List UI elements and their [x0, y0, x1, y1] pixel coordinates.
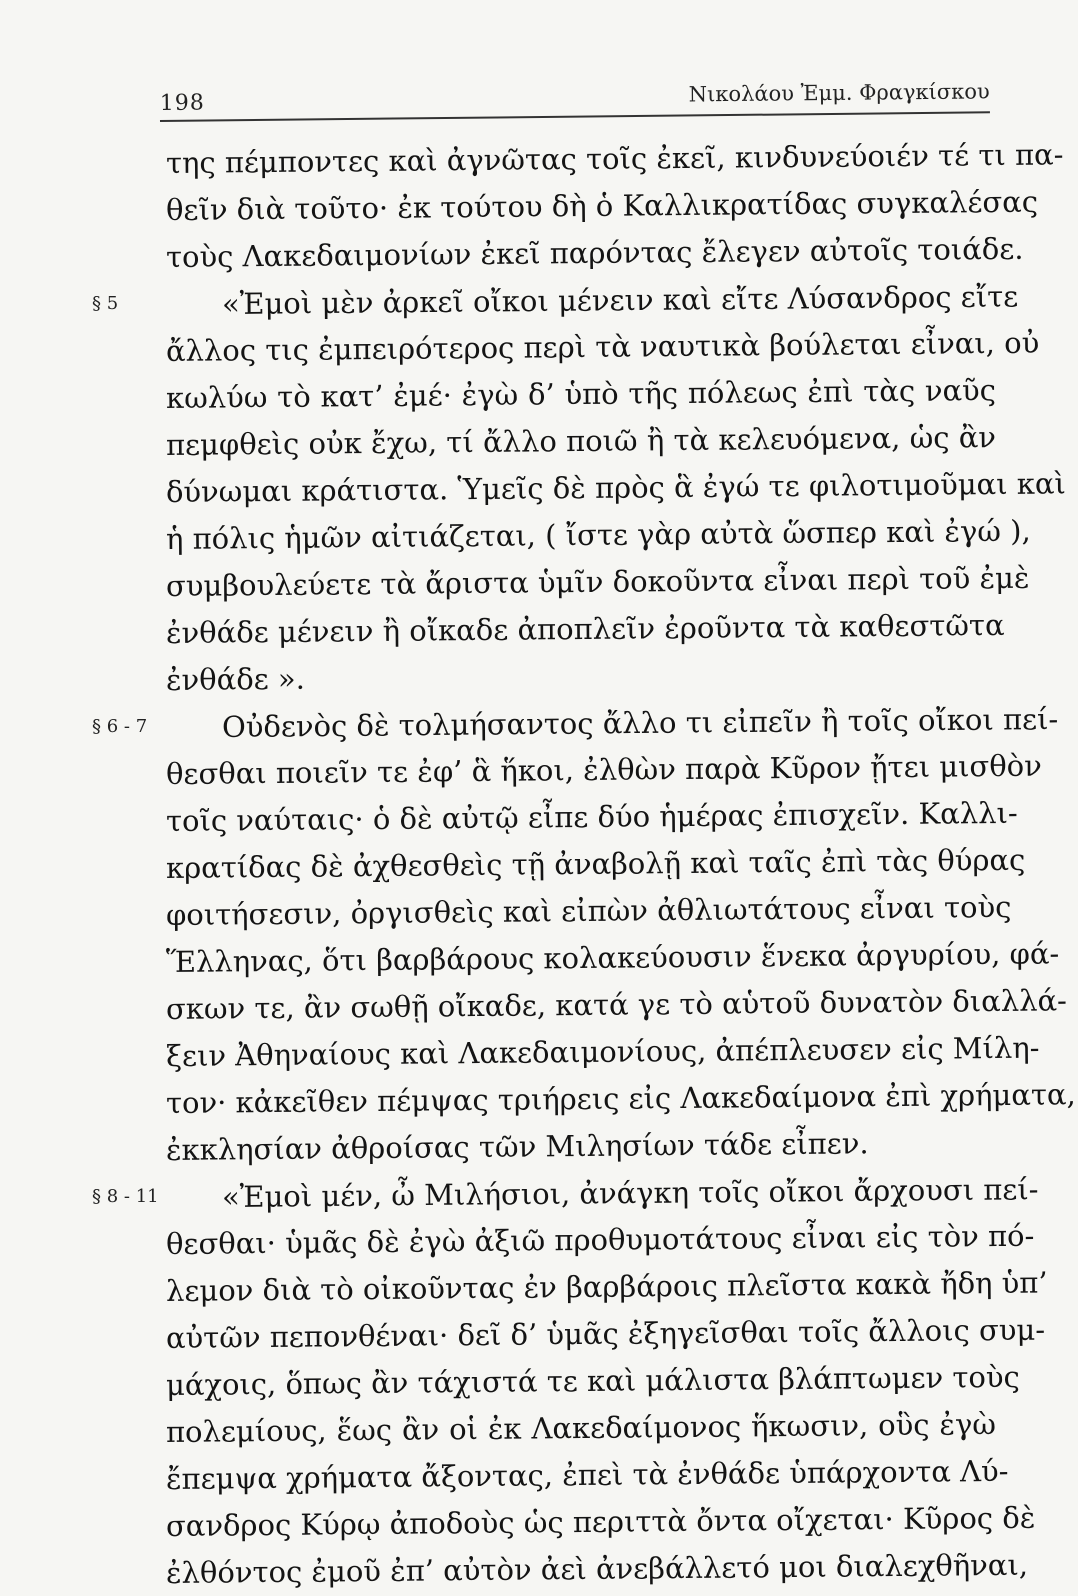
text-line: ἄλλος τις ἐμπειρότερος περὶ τὰ ναυτικὰ βούλεται εἶναι, οὐ — [165, 325, 1040, 368]
text-line: ἡ πόλις ἡμῶν αἰτιάζεται, ( ἴστε γὰρ αὐτὰ ὥσπερ καὶ ἐγώ ), — [165, 513, 1031, 556]
text-line: μάχοις, ὅπως ἂν τάχιστά τε καὶ μάλιστα βλάπτωμεν τοὺς — [165, 1359, 1020, 1402]
page-header — [159, 65, 989, 122]
text-line: «Ἐμοὶ μὲν ἀρκεῖ οἴκοι μένειν καὶ εἴτε Λύσανδρος εἴτε — [221, 279, 1019, 321]
text-line: φοιτήσεσιν, ὀργισθεὶς καὶ εἰπὼν ἀθλιωτάτους εἶναι τοὺς — [165, 889, 1012, 932]
text-line: ἔπεμψα χρήματα ἄξοντας, ἐπεὶ τὰ ἐνθάδε ὑπάρχοντα Λύ- — [165, 1453, 1009, 1496]
text-line: κωλύω τὸ κατ’ ἐμέ· ἐγὼ δ’ ὑπὸ τῆς πόλεως ἐπὶ τὰς ναῦς — [165, 373, 997, 415]
text-line: «Ἐμοὶ μέν, ὦ Μιλήσιοι, ἀνάγκη τοῖς οἴκοι ἄρχουσι πεί- — [221, 1172, 1039, 1214]
text-line: της πέμποντες καὶ ἀγνῶτας τοῖς ἐκεῖ, κινδυνεύοιέν τέ τι πα- — [165, 137, 1064, 180]
text-line: ἐλθόντος ἐμοῦ ἐπ’ αὐτὸν ἀεὶ ἀνεβάλλετό μοι διαλεχθῆναι, — [165, 1547, 1029, 1590]
text-line: αὐτῶν πεπονθέναι· δεῖ δ’ ὑμᾶς ἐξηγεῖσθαι τοῖς ἄλλοις συμ- — [165, 1312, 1046, 1355]
text-line: Οὐδενὸς δὲ τολμήσαντος ἄλλο τι εἰπεῖν ἢ τοῖς οἴκοι πεί- — [221, 701, 1059, 744]
text-line: σκων τε, ἂν σωθῇ οἴκαδε, κατά γε τὸ αὑτοῦ δυνατὸν διαλλά- — [165, 983, 1068, 1026]
text-line: ξειν Ἀθηναίους καὶ Λακεδαιμονίους, ἀπέπλευσεν εἰς Μίλη- — [165, 1030, 1040, 1073]
text-line: δύνωμαι κράτιστα. Ὑμεῖς δὲ πρὸς ἃ ἐγώ τε φιλοτιμοῦμαι καὶ — [165, 466, 1066, 509]
text-line: συμβουλεύετε τὰ ἄριστα ὑμῖν δοκοῦντα εἶναι περὶ τοῦ ἐμὲ — [165, 560, 1030, 603]
text-line: σανδρος Κύρῳ ἀποδοὺς ὡς περιττὰ ὄντα οἴχεται· Κῦρος δὲ — [165, 1500, 1036, 1543]
text-line: τον· κἀκεῖθεν πέμψας τριήρεις εἰς Λακεδαίμονα ἐπὶ χρήματα, — [165, 1077, 1076, 1120]
text-line: κρατίδας δὲ ἀχθεσθεὶς τῇ ἀναβολῇ καὶ ταῖς ἐπὶ τὰς θύρας — [165, 842, 1026, 885]
text-line: Ἕλληνας, ὅτι βαρβάρους κολακεύουσιν ἕνεκα ἀργυρίου, φά- — [165, 936, 1060, 979]
section-mark: § 6 - 7 — [92, 716, 148, 737]
text-line: τοῖς ναύταις· ὁ δὲ αὐτῷ εἶπε δύο ἡμέρας ἐπισχεῖν. Καλλι- — [165, 795, 1018, 838]
page-number: 198 — [159, 90, 205, 117]
section-mark: § 5 — [92, 293, 119, 314]
text-line: πεμφθεὶς οὐκ ἔχω, τί ἄλλο ποιῶ ἢ τὰ κελευόμενα, ὡς ἂν — [165, 420, 997, 462]
text-line: ἐνθάδε μένειν ἢ οἴκαδε ἀποπλεῖν ἐροῦντα τὰ καθεστῶτα — [165, 607, 1005, 650]
text-line: θεσθαι ποιεῖν τε ἐφ’ ἃ ἥκοι, ἐλθὼν παρὰ Κῦρον ᾔτει μισθὸν — [165, 748, 1042, 791]
text-line: θεσθαι· ὑμᾶς δὲ ἐγὼ ἀξιῶ προθυμοτάτους εἶναι εἰς τὸν πό- — [165, 1218, 1035, 1261]
text-line: πολεμίους, ἕως ἂν οἱ ἐκ Λακεδαίμονος ἥκωσιν, οὓς ἐγὼ — [165, 1407, 997, 1449]
text-line: ἐκκλησίαν ἀθροίσας τῶν Μιλησίων τάδε εἶπεν. — [165, 1126, 869, 1167]
text-line: τοὺς Λακεδαιμονίων ἐκεῖ παρόντας ἔλεγεν αὐτοῖς τοιάδε. — [165, 231, 1024, 274]
running-head: Νικολάου Ἐμμ. Φραγκίσκου — [688, 79, 990, 107]
section-mark: § 8 - 11 — [92, 1186, 159, 1207]
text-line: λεμον διὰ τὸ οἰκοῦντας ἐν βαρβάροις πλεῖστα κακὰ ἤδη ὑπ’ — [165, 1265, 1048, 1308]
text-line: ἐνθάδε ». — [165, 661, 306, 697]
text-line: θεῖν διὰ τοῦτο· ἐκ τούτου δὴ ὁ Καλλικρατίδας συγκαλέσας — [165, 184, 1039, 227]
